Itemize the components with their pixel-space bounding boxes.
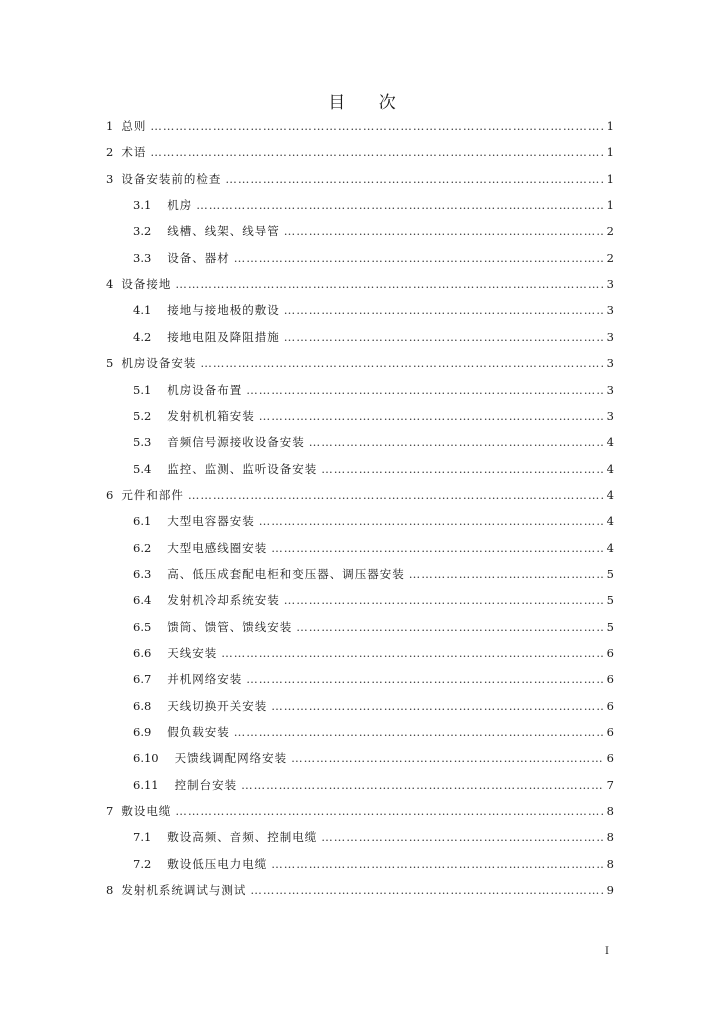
toc-entry-page: 4 <box>606 435 614 450</box>
toc-entry-number: 5.3 <box>133 435 152 450</box>
toc-entry-number: 7.2 <box>133 856 152 871</box>
toc-leader-dots <box>271 699 604 713</box>
toc-leader-dots <box>284 330 604 344</box>
toc-entry[interactable] <box>133 459 614 479</box>
toc-entry-label: 设备、器材 <box>167 250 230 265</box>
toc-entry-number: 2 <box>106 145 114 160</box>
toc-leader-dots <box>221 646 604 660</box>
toc-leader-dots <box>196 198 604 212</box>
toc-entry[interactable] <box>106 880 614 900</box>
toc-entry-page: 5 <box>606 619 614 634</box>
toc-entry-page: 5 <box>606 593 614 608</box>
toc-leader-dots <box>234 251 604 265</box>
toc-entry-number: 6 <box>106 487 114 502</box>
toc-leader-dots <box>309 435 604 449</box>
toc-entry-number: 6.3 <box>133 566 152 581</box>
toc-entry-number: 6.4 <box>133 593 152 608</box>
toc-entry-page: 4 <box>606 540 614 555</box>
page-title: 目 次 <box>328 93 410 113</box>
toc-entry-label: 机房 <box>167 198 193 213</box>
toc-entry-page: 8 <box>606 830 614 845</box>
toc-entry-label: 假负载安装 <box>167 725 230 740</box>
toc-leader-dots <box>284 593 604 607</box>
toc-entry[interactable] <box>106 485 614 505</box>
toc-entry-label: 设备安装前的检查 <box>121 171 222 186</box>
toc-entry-number: 5.4 <box>133 461 152 476</box>
toc-entry-label: 天馈线调配网络安装 <box>174 751 288 766</box>
toc-entry-page: 1 <box>606 198 614 213</box>
toc-entry-label: 大型电感线圈安装 <box>167 540 268 555</box>
toc-entry[interactable] <box>133 432 614 452</box>
toc-leader-dots <box>271 857 604 871</box>
toc-entry-number: 4.2 <box>133 329 152 344</box>
toc-leader-dots <box>259 514 604 528</box>
toc-leader-dots <box>200 356 604 370</box>
toc-entry-page: 3 <box>606 382 614 397</box>
toc-entry-page: 3 <box>606 329 614 344</box>
toc-leader-dots <box>409 567 604 581</box>
toc-entry[interactable] <box>133 722 614 742</box>
toc-entry-page: 5 <box>606 566 614 581</box>
toc-leader-dots <box>234 725 604 739</box>
toc-entry-label: 高、低压成套配电柜和变压器、调压器安装 <box>167 566 405 581</box>
toc-entry[interactable] <box>133 827 614 847</box>
toc-entry-label: 接地电阻及降阻措施 <box>167 329 280 344</box>
toc-entry-label: 天线切换开关安装 <box>167 698 268 713</box>
toc-entry-label: 敷设高频、音频、控制电缆 <box>167 830 318 845</box>
toc-entry-page: 1 <box>606 171 614 186</box>
toc-leader-dots <box>250 883 604 897</box>
toc-leader-dots <box>175 804 604 818</box>
footer-page-number: I <box>605 946 609 957</box>
toc-entry-page: 2 <box>606 224 614 239</box>
toc-entry-number: 1 <box>106 119 114 133</box>
toc-entry-page: 3 <box>606 303 614 318</box>
toc-entry-label: 总则 <box>121 119 147 133</box>
toc-entry-label: 接地与接地极的敷设 <box>167 303 280 318</box>
toc-entry-page: 4 <box>606 487 614 502</box>
toc-entry-page: 6 <box>606 672 614 687</box>
toc-entry-label: 机房设备安装 <box>121 356 197 371</box>
toc-entry-page: 6 <box>606 751 614 766</box>
toc-entry[interactable] <box>106 353 614 373</box>
toc-entry[interactable] <box>133 696 614 716</box>
toc-entry-label: 设备接地 <box>121 277 172 292</box>
toc-entry-number: 7 <box>106 804 114 819</box>
toc-entry[interactable] <box>133 854 614 874</box>
toc-entry-number: 3.3 <box>133 250 152 265</box>
toc-entry-page: 9 <box>606 883 614 898</box>
toc-entry[interactable] <box>106 169 614 189</box>
toc-entry-label: 机房设备布置 <box>167 382 243 397</box>
toc-leader-dots <box>150 145 604 159</box>
toc-entry-label: 发射机冷却系统安装 <box>167 593 280 608</box>
toc-entry-page: 3 <box>606 356 614 371</box>
toc-entry[interactable] <box>133 643 614 663</box>
toc-entry[interactable] <box>133 775 614 795</box>
toc-entry-page: 8 <box>606 804 614 819</box>
toc-entry-page: 3 <box>606 277 614 292</box>
toc-entry[interactable] <box>133 748 614 768</box>
toc-entry-label: 发射机系统调试与测试 <box>121 883 247 898</box>
toc-entry-number: 6.2 <box>133 540 152 555</box>
toc-entry-page: 4 <box>606 514 614 529</box>
toc-entry-label: 天线安装 <box>167 646 218 660</box>
toc-entry-page: 8 <box>606 856 614 871</box>
toc-entry[interactable] <box>133 590 614 610</box>
toc-entry[interactable] <box>133 511 614 531</box>
toc-entry-number: 7.1 <box>133 830 152 845</box>
toc-entry-number: 5.2 <box>133 408 152 423</box>
toc-leader-dots <box>225 172 604 186</box>
toc-entry-label: 监控、监测、监听设备安装 <box>167 461 318 476</box>
toc-entry-page: 3 <box>606 408 614 423</box>
toc-entry-number: 8 <box>106 883 114 898</box>
toc-leader-dots <box>284 224 604 238</box>
toc-entry-number: 6.1 <box>133 514 152 529</box>
toc-entry-label: 敷设电缆 <box>121 804 172 819</box>
toc-entry-label: 馈筒、馈管、馈线安装 <box>167 619 293 634</box>
toc-entry[interactable] <box>133 380 614 400</box>
toc-leader-dots <box>296 620 604 634</box>
toc-entry-number: 6.6 <box>133 646 152 660</box>
toc-entry[interactable] <box>106 116 614 136</box>
toc-leader-dots <box>284 303 604 317</box>
toc-entry-page: 6 <box>606 646 614 660</box>
toc-entry-number: 6.5 <box>133 619 152 634</box>
toc-leader-dots <box>188 488 604 502</box>
toc-leader-dots <box>246 672 604 686</box>
toc-entry-page: 4 <box>606 461 614 476</box>
toc-entry[interactable] <box>106 801 614 821</box>
toc-entry-number: 6.7 <box>133 672 152 687</box>
toc-leader-dots <box>175 277 604 291</box>
toc-leader-dots <box>321 830 604 844</box>
toc-entry[interactable] <box>133 195 614 215</box>
toc-leader-dots <box>150 119 604 133</box>
toc-leader-dots <box>291 751 604 765</box>
toc-entry-label: 敷设低压电力电缆 <box>167 856 268 871</box>
toc-leader-dots <box>259 409 604 423</box>
toc-entry-label: 控制台安装 <box>174 777 238 792</box>
toc-entry-number: 4 <box>106 277 114 292</box>
toc-entry-page: 1 <box>606 119 614 133</box>
toc-entry-page: 6 <box>606 725 614 740</box>
toc-entry-number: 6.9 <box>133 725 152 740</box>
toc-entry[interactable] <box>106 142 614 162</box>
toc-leader-dots <box>241 778 604 792</box>
toc-entry-number: 4.1 <box>133 303 152 318</box>
toc-entry[interactable] <box>133 617 614 637</box>
toc-entry[interactable] <box>133 221 614 241</box>
toc-entry-number: 6.10 <box>133 751 159 766</box>
toc-leader-dots <box>246 383 604 397</box>
toc-entry-number: 3 <box>106 171 114 186</box>
toc-entry[interactable] <box>133 669 614 689</box>
toc-entry[interactable] <box>133 538 614 558</box>
toc-entry-page: 6 <box>606 698 614 713</box>
toc-leader-dots <box>321 462 604 476</box>
toc-entry-number: 3.1 <box>133 198 152 213</box>
toc-entry-number: 5.1 <box>133 382 152 397</box>
toc-entry[interactable] <box>133 300 614 320</box>
toc-entry[interactable] <box>133 327 614 347</box>
toc-entry-number: 3.2 <box>133 224 152 239</box>
toc-entry-label: 发射机机箱安装 <box>167 408 255 423</box>
toc-entry-page: 1 <box>606 145 614 160</box>
toc-leader-dots <box>271 541 604 555</box>
toc-entry-number: 5 <box>106 356 114 371</box>
toc-entry-number: 6.11 <box>133 777 159 792</box>
toc-entry[interactable] <box>133 406 614 426</box>
toc-entry-label: 线槽、线架、线导管 <box>167 224 280 239</box>
toc-entry-page: 2 <box>606 250 614 265</box>
toc-entry-label: 大型电容器安装 <box>167 514 255 529</box>
toc-entry-label: 元件和部件 <box>121 487 184 502</box>
toc-entry-page: 7 <box>606 777 614 792</box>
toc-entry-number: 6.8 <box>133 698 152 713</box>
toc-entry-label: 术语 <box>121 145 147 160</box>
toc-entry[interactable] <box>133 564 614 584</box>
toc-entry-label: 并机网络安装 <box>167 672 243 687</box>
toc-entry[interactable] <box>106 274 614 294</box>
toc-entry-label: 音频信号源接收设备安装 <box>167 435 305 450</box>
toc-entry[interactable] <box>133 248 614 268</box>
